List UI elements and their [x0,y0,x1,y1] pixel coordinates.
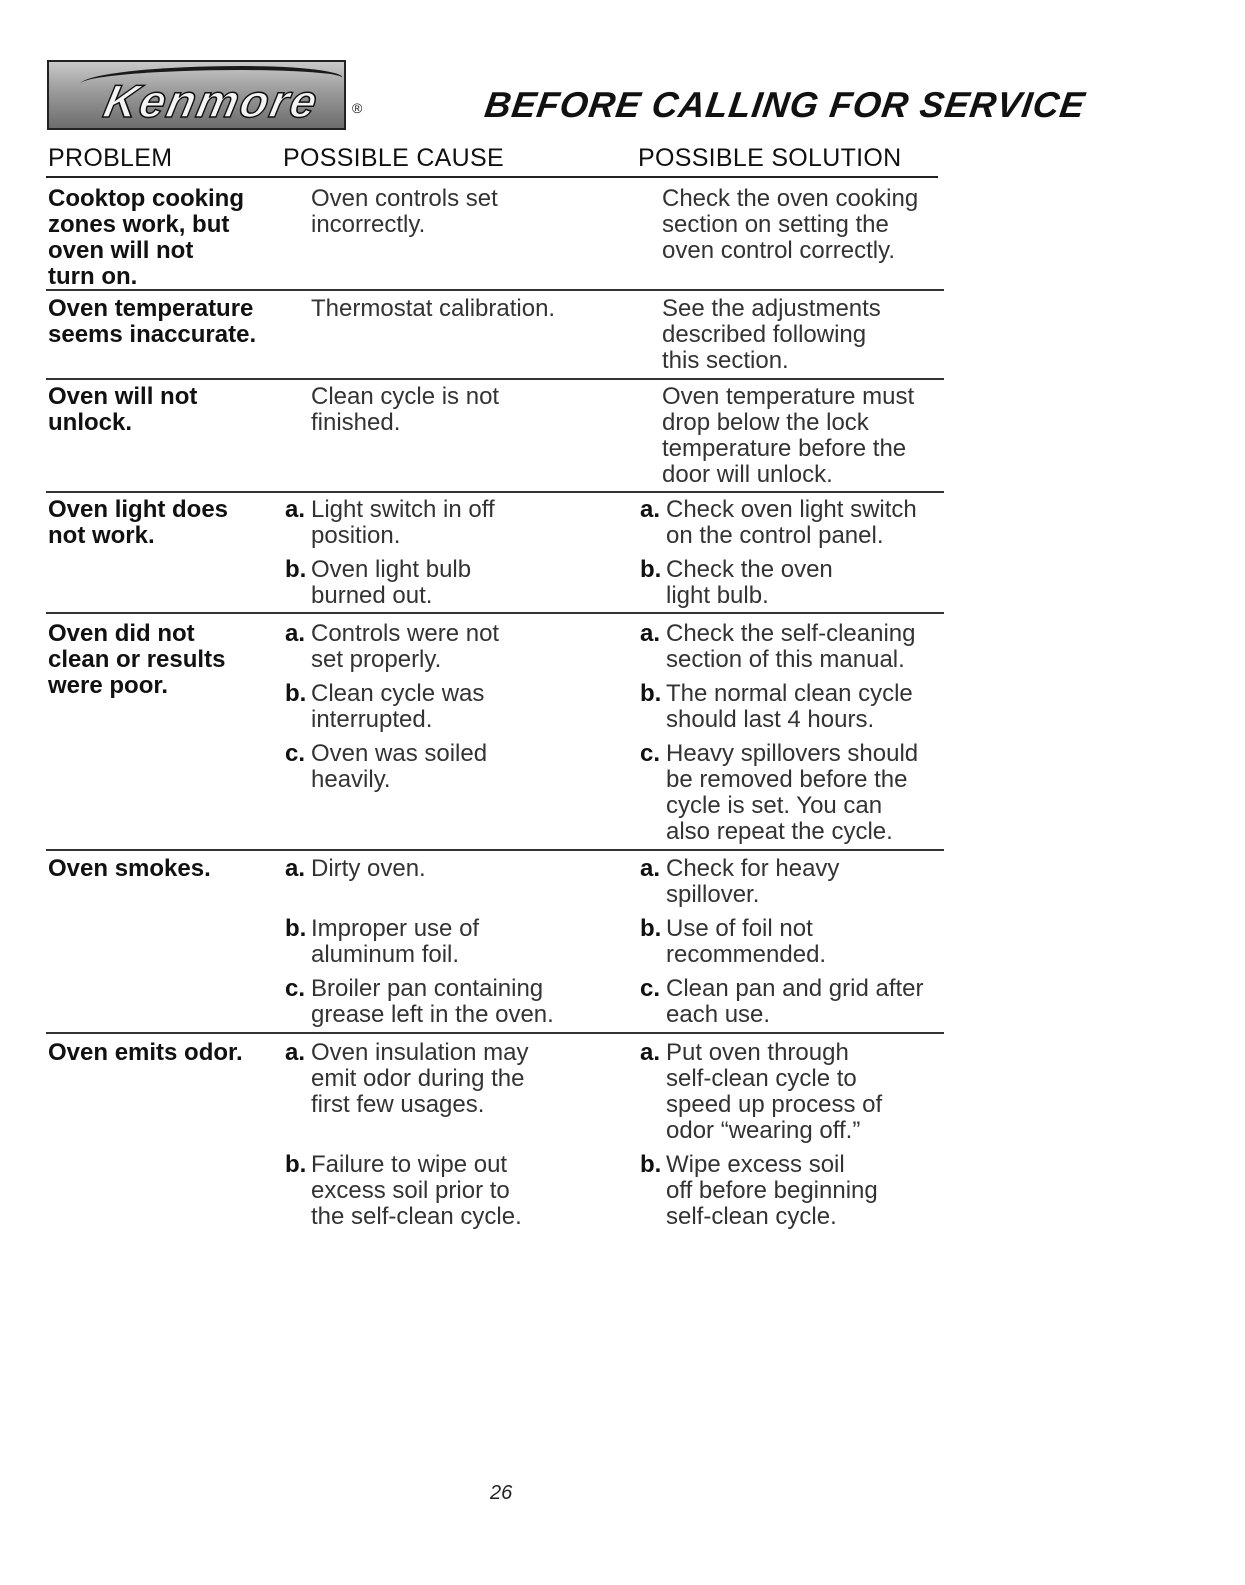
item-letter: a. [640,1039,661,1066]
solution-line: recommended. [666,941,827,968]
problem-line: clean or results [48,646,226,673]
solution-line: Check the oven cooking [662,185,919,212]
solution-item [640,1152,878,1230]
cause-item [285,976,554,1028]
cause-line: Oven was soiled [311,740,488,767]
solution-line: on the control panel. [666,522,884,549]
solution-item [640,916,826,968]
item-letter: a. [285,620,306,647]
solution-item [662,186,918,264]
solution-line: Oven temperature must [662,383,915,410]
problem-line: Oven light does [48,496,229,523]
problem-text [48,621,225,699]
solution-line: should last 4 hours. [666,706,875,733]
cause-item [285,1152,522,1230]
registered-mark: ® [352,100,363,116]
logo-text: Kenmore [99,75,324,127]
solution-line: Check the oven [666,556,833,583]
item-letter: a. [640,855,661,882]
cause-line: Light switch in off [311,496,495,523]
cause-line: Dirty oven. [311,855,426,882]
solution-line: Check for heavy [666,855,840,882]
cause-line: aluminum foil. [311,941,460,968]
cause-line: Thermostat calibration. [311,295,556,322]
cause-line: finished. [311,409,401,436]
problem-line: Cooktop cooking [48,185,244,212]
solution-line: described following [662,321,867,348]
item-letter: a. [285,855,306,882]
solution-item [640,621,915,673]
cause-line: Improper use of [311,915,480,942]
cause-line: Oven light bulb [311,556,472,583]
row-divider [46,1032,944,1034]
item-letter: b. [640,680,662,707]
item-letter: b. [285,915,307,942]
item-letter: a. [285,496,306,523]
cause-item [285,497,495,549]
problem-line: oven will not [48,237,194,264]
cause-line: burned out. [311,582,433,609]
solution-line: Use of foil not [666,915,813,942]
cause-line: Clean cycle was [311,680,485,707]
solution-line: also repeat the cycle. [666,818,893,845]
cause-item [285,916,479,968]
cause-line: first few usages. [311,1091,485,1118]
cause-line: grease left in the oven. [311,1001,554,1028]
cause-line: heavily. [311,766,391,793]
item-letter: c. [285,740,306,767]
item-letter: c. [285,975,306,1002]
problem-line: Oven temperature [48,295,254,322]
column-header-problem: PROBLEM [48,144,173,172]
cause-line: the self-clean cycle. [311,1203,522,1230]
page-number: 26 [490,1482,513,1504]
cause-line: position. [311,522,401,549]
row-divider [46,612,944,614]
header-underline [46,176,938,178]
cause-line: interrupted. [311,706,433,733]
solution-line: See the adjustments [662,295,881,322]
solution-item [640,741,918,845]
column-header-solution: POSSIBLE SOLUTION [638,144,902,172]
solution-line: self-clean cycle. [666,1203,837,1230]
solution-item [640,1040,882,1144]
solution-item [640,856,839,908]
solution-line: off before beginning [666,1177,878,1204]
solution-line: cycle is set. You can [666,792,883,819]
item-letter: a. [285,1039,306,1066]
problem-line: turn on. [48,263,138,290]
kenmore-logo [47,60,347,128]
problem-line: seems inaccurate. [48,321,257,348]
solution-line: section on setting the [662,211,889,238]
item-letter: b. [285,556,307,583]
solution-item [640,497,917,549]
item-letter: b. [640,556,662,583]
solution-line: speed up process of [666,1091,883,1118]
cause-item [285,856,426,882]
item-letter: b. [285,1151,307,1178]
solution-line: self-clean cycle to [666,1065,857,1092]
solution-line: door will unlock. [662,461,833,488]
solution-line: drop below the lock [662,409,869,436]
solution-line: oven control correctly. [662,237,895,264]
problem-text [48,384,197,436]
solution-line: light bulb. [666,582,769,609]
cause-item [285,1040,528,1118]
item-letter: c. [640,740,661,767]
solution-line: Clean pan and grid after [666,975,924,1002]
column-header-cause: POSSIBLE CAUSE [283,144,504,172]
cause-line: Oven insulation may [311,1039,529,1066]
item-letter: b. [640,1151,662,1178]
row-divider [46,491,944,493]
solution-line: Check the self-cleaning [666,620,916,647]
solution-line: be removed before the [666,766,908,793]
solution-line: odor “wearing off.” [666,1117,861,1144]
page-title: BEFORE CALLING FOR SERVICE [482,84,1089,125]
problem-line: Oven did not [48,620,195,647]
cause-line: excess soil prior to [311,1177,510,1204]
problem-line: unlock. [48,409,133,436]
cause-line: emit odor during the [311,1065,525,1092]
item-letter: b. [285,680,307,707]
problem-line: were poor. [48,672,169,699]
cause-line: Clean cycle is not [311,383,500,410]
cause-line: incorrectly. [311,211,426,238]
solution-line: The normal clean cycle [666,680,913,707]
problem-line: Oven will not [48,383,198,410]
solution-line: section of this manual. [666,646,905,673]
cause-line: Oven controls set [311,185,498,212]
cause-item [311,296,555,322]
problem-text [48,1040,243,1066]
item-letter: a. [640,620,661,647]
solution-line: Check oven light switch [666,496,917,523]
solution-line: each use. [666,1001,771,1028]
problem-line: Oven emits odor. [48,1039,243,1066]
problem-line: Oven smokes. [48,855,211,882]
item-letter: b. [640,915,662,942]
solution-item [640,681,913,733]
solution-item [640,557,833,609]
row-divider [46,378,944,380]
solution-line: Put oven through [666,1039,849,1066]
solution-line: Wipe excess soil [666,1151,845,1178]
row-divider [46,849,944,851]
solution-item [662,384,914,488]
cause-line: Broiler pan containing [311,975,544,1002]
cause-item [285,741,487,793]
cause-item [285,557,471,609]
problem-line: not work. [48,522,155,549]
cause-line: Failure to wipe out [311,1151,508,1178]
cause-item [311,384,499,436]
problem-text [48,186,244,290]
problem-text [48,497,228,549]
solution-item [662,296,881,374]
cause-line: set properly. [311,646,442,673]
cause-item [285,681,484,733]
solution-line: Heavy spillovers should [666,740,919,767]
solution-line: temperature before the [662,435,907,462]
cause-line: Controls were not [311,620,500,647]
problem-text [48,856,211,882]
cause-item [285,621,499,673]
item-letter: c. [640,975,661,1002]
solution-line: this section. [662,347,789,374]
problem-line: zones work, but [48,211,230,238]
cause-item [311,186,498,238]
problem-text [48,296,256,348]
item-letter: a. [640,496,661,523]
solution-line: spillover. [666,881,760,908]
solution-item [640,976,924,1028]
